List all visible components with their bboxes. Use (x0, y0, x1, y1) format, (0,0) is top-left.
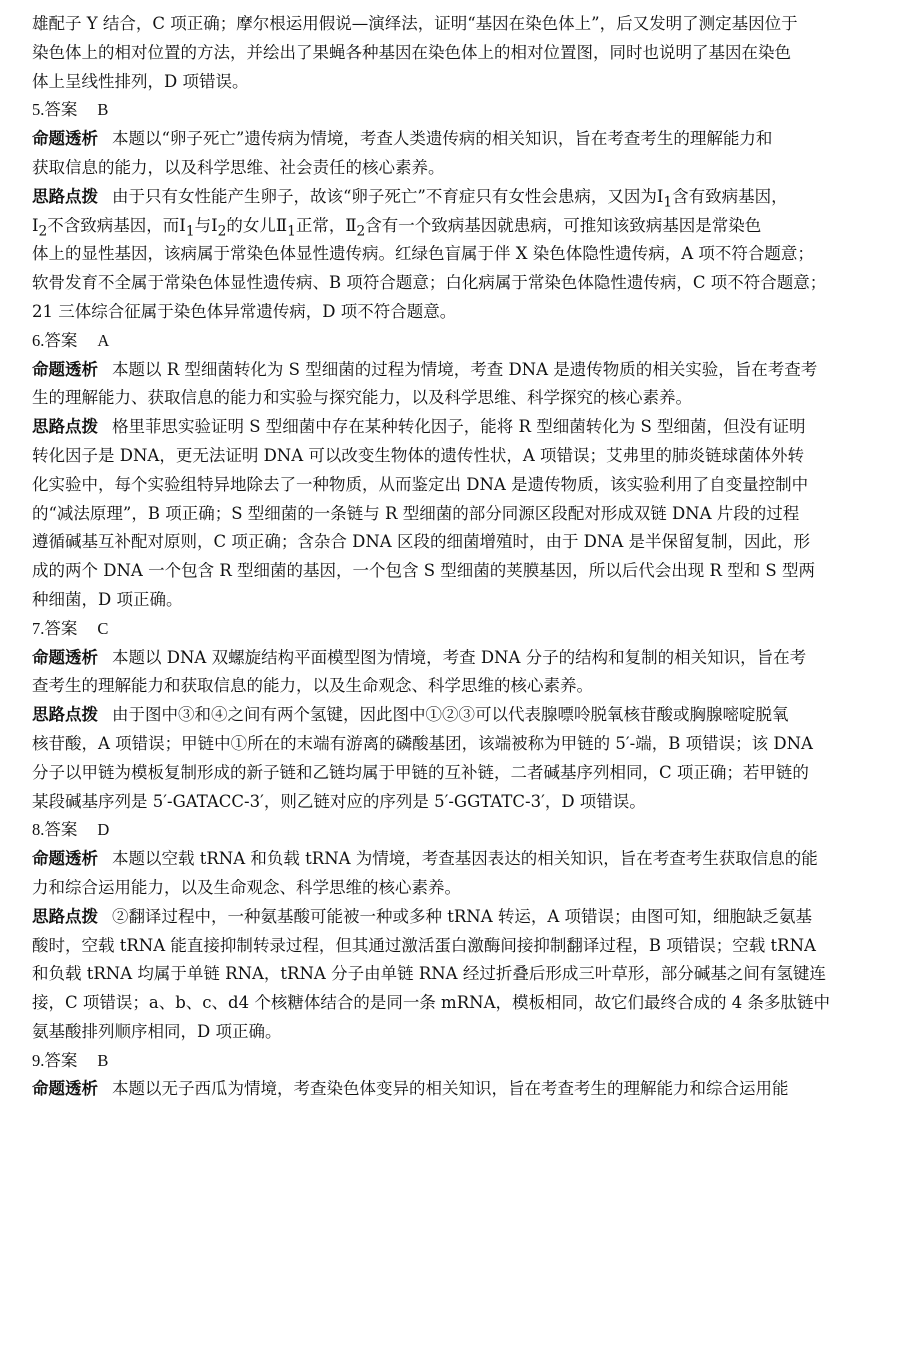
answer-line-5 (32, 96, 870, 125)
answer-number: 7.答案 (32, 618, 78, 638)
analysis-text: 本题以 DNA 双螺旋结构平面模型图为情境，考查 DNA 分子的结构和复制的相关知识，旨在考 (112, 647, 807, 667)
text-line: 遵循碱基互补配对原则，C 项正确；含杂合 DNA 区段的细菌增殖时，由于 DNA 是半保留复制，因此，形 (32, 532, 811, 552)
answer-line-8 (32, 816, 870, 845)
text-line: 分子以甲链为模板复制形成的新子链和乙链均属于甲链的互补链，二者碱基序列相同，C 项正确；若甲链的 (32, 762, 809, 782)
analysis-text: 本题以无子西瓜为情境，考查染色体变异的相关知识，旨在考查考生的理解能力和综合运用能 (112, 1079, 789, 1099)
text-line: 21 三体综合征属于染色体异常遗传病，D 项不符合题意。 (32, 301, 457, 321)
analysis-line (32, 845, 870, 874)
answer-number: 9.答案 (32, 1050, 78, 1070)
analysis-line (32, 125, 870, 154)
analysis-heading: 命题透析 (32, 129, 98, 149)
answer-number: 8.答案 (32, 820, 78, 840)
text-line: 的“减法原理”，B 项正确；S 型细菌的一条链与 R 型细菌的部分同源区段配对形成双链 DNA 片段的过程 (32, 503, 800, 523)
hint-line (32, 413, 870, 442)
analysis-heading: 命题透析 (32, 1079, 98, 1099)
answer-line-9 (32, 1047, 870, 1076)
hint-heading: 思路点拨 (32, 417, 98, 437)
text-line: 和负载 tRNA 均属于单链 RNA，tRNA 分子由单链 RNA 经过折叠后形成三叶草形，部分碱基之间有氢键连 (32, 964, 826, 984)
text-line: 体上的显性基因，该病属于常染色体显性遗传病。红绿色盲属于伴 X 染色体隐性遗传病，A 项不符合题意； (32, 244, 814, 264)
answer-choice: A (97, 330, 110, 350)
text-line: 氨基酸排列顺序相同，D 项正确。 (32, 1021, 282, 1041)
hint-line: 思路点拨 由于只有女性能产生卵子，故该“卵子死亡”不育症只有女性会患病，又因为$Ⅰ_1$含有致病基因， (32, 186, 788, 211)
answer-choice: B (97, 1050, 109, 1070)
text-line: 体上呈线性排列，D 项错误。 (32, 71, 249, 91)
hint-heading: 思路点拨 (32, 705, 98, 725)
text-line: 某段碱基序列是 5′-GATACC-3′，则乙链对应的序列是 5′-GGTATC-3′，D 项错误。 (32, 791, 646, 811)
text-line: 软骨发育不全属于常染色体显性遗传病、B 项符合题意；白化病属于常染色体隐性遗传病，C 项不符合题意； (32, 273, 827, 293)
hint-line (32, 903, 870, 932)
text-line: 力和综合运用能力，以及生命观念、科学思维的核心素养。 (32, 877, 461, 897)
answer-line-7 (32, 615, 870, 644)
hint-text: ②翻译过程中，一种氨基酸可能被一种或多种 tRNA 转运，A 项错误；由图可知，细胞缺乏氨基 (112, 906, 813, 926)
analysis-text: 本题以 R 型细菌转化为 S 型细菌的过程为情境，考查 DNA 是遗传物质的相关实验，旨在考查考 (112, 359, 818, 379)
analysis-text: 本题以空载 tRNA 和负载 tRNA 为情境，考查基因表达的相关知识，旨在考查考生获取信息的能 (112, 849, 818, 869)
text-line: 接，C 项错误；a、b、c、d4 个核糖体结合的是同一条 mRNA，模板相同，故它们最终合成的 4 条多肽链中 (32, 993, 830, 1013)
analysis-heading: 命题透析 (32, 647, 98, 667)
text-line: 化实验中，每个实验组特异地除去了一种物质，从而鉴定出 DNA 是遗传物质，该实验利用了自变量控制中 (32, 474, 809, 494)
hint-heading: 思路点拨 (32, 186, 98, 206)
hint-heading: 思路点拨 (32, 906, 98, 926)
hint-line: $Ⅰ_2$不含致病基因，而$Ⅰ_1$与$Ⅰ_2$的女儿$Ⅱ_1$正常，$Ⅱ_2$含有一个致病基因就患病，可推知该致病基因是常染色 (32, 215, 762, 239)
analysis-heading: 命题透析 (32, 359, 98, 379)
text-line: 生的理解能力、获取信息的能力和实验与探究能力，以及科学思维、科学探究的核心素养。 (32, 388, 692, 408)
answer-choice: C (97, 618, 109, 638)
answer-line-6 (32, 327, 870, 356)
text-line: 成的两个 DNA 一个包含 R 型细菌的基因，一个包含 S 型细菌的荚膜基因，所以后代会出现 R 型和 S 型两 (32, 561, 815, 581)
text-line: 酸时，空载 tRNA 能直接抑制转录过程，但其通过激活蛋白激酶间接抑制翻译过程，B 项错误；空载 tRNA (32, 935, 816, 955)
answer-number: 6.答案 (32, 330, 78, 350)
text-line: 转化因子是 DNA，更无法证明 DNA 可以改变生物体的遗传性状，A 项错误；艾弗里的肺炎链球菌体外转 (32, 445, 805, 465)
answer-choice: B (97, 100, 109, 120)
hint-text: 格里菲思实验证明 S 型细菌中存在某种转化因子，能将 R 型细菌转化为 S 型细菌，但没有证明 (112, 417, 806, 437)
text-line: 核苷酸，A 项错误；甲链中①所在的末端有游离的磷酸基团，该端被称为甲链的 5′-端，B 项错误；该 DNA (32, 733, 813, 753)
text-line: 查考生的理解能力和获取信息的能力，以及生命观念、科学思维的核心素养。 (32, 676, 593, 696)
text-line: 获取信息的能力，以及科学思维、社会责任的核心素养。 (32, 157, 445, 177)
text-line: 雄配子 Y 结合，C 项正确；摩尔根运用假说—演绎法，证明“基因在染色体上”，后又发明了测定基因位于 (32, 14, 798, 33)
analysis-line (32, 356, 870, 385)
answer-choice: D (97, 820, 110, 840)
analysis-line (32, 1075, 870, 1104)
text-line: 种细菌，D 项正确。 (32, 589, 183, 609)
text-line: 染色体上的相对位置的方法，并绘出了果蝇各种基因在染色体上的相对位置图，同时也说明了基因在染色 (32, 42, 791, 62)
analysis-text: 本题以“卵子死亡”遗传病为情境，考查人类遗传病的相关知识，旨在考查考生的理解能力和 (112, 129, 773, 149)
hint-line (32, 701, 870, 730)
analysis-line (32, 644, 870, 673)
answer-number: 5.答案 (32, 100, 78, 120)
analysis-heading: 命题透析 (32, 849, 98, 869)
hint-text: 由于图中③和④之间有两个氢键，因此图中①②③可以代表腺嘌呤脱氧核苷酸或胸腺嘧啶脱氧 (112, 705, 789, 725)
